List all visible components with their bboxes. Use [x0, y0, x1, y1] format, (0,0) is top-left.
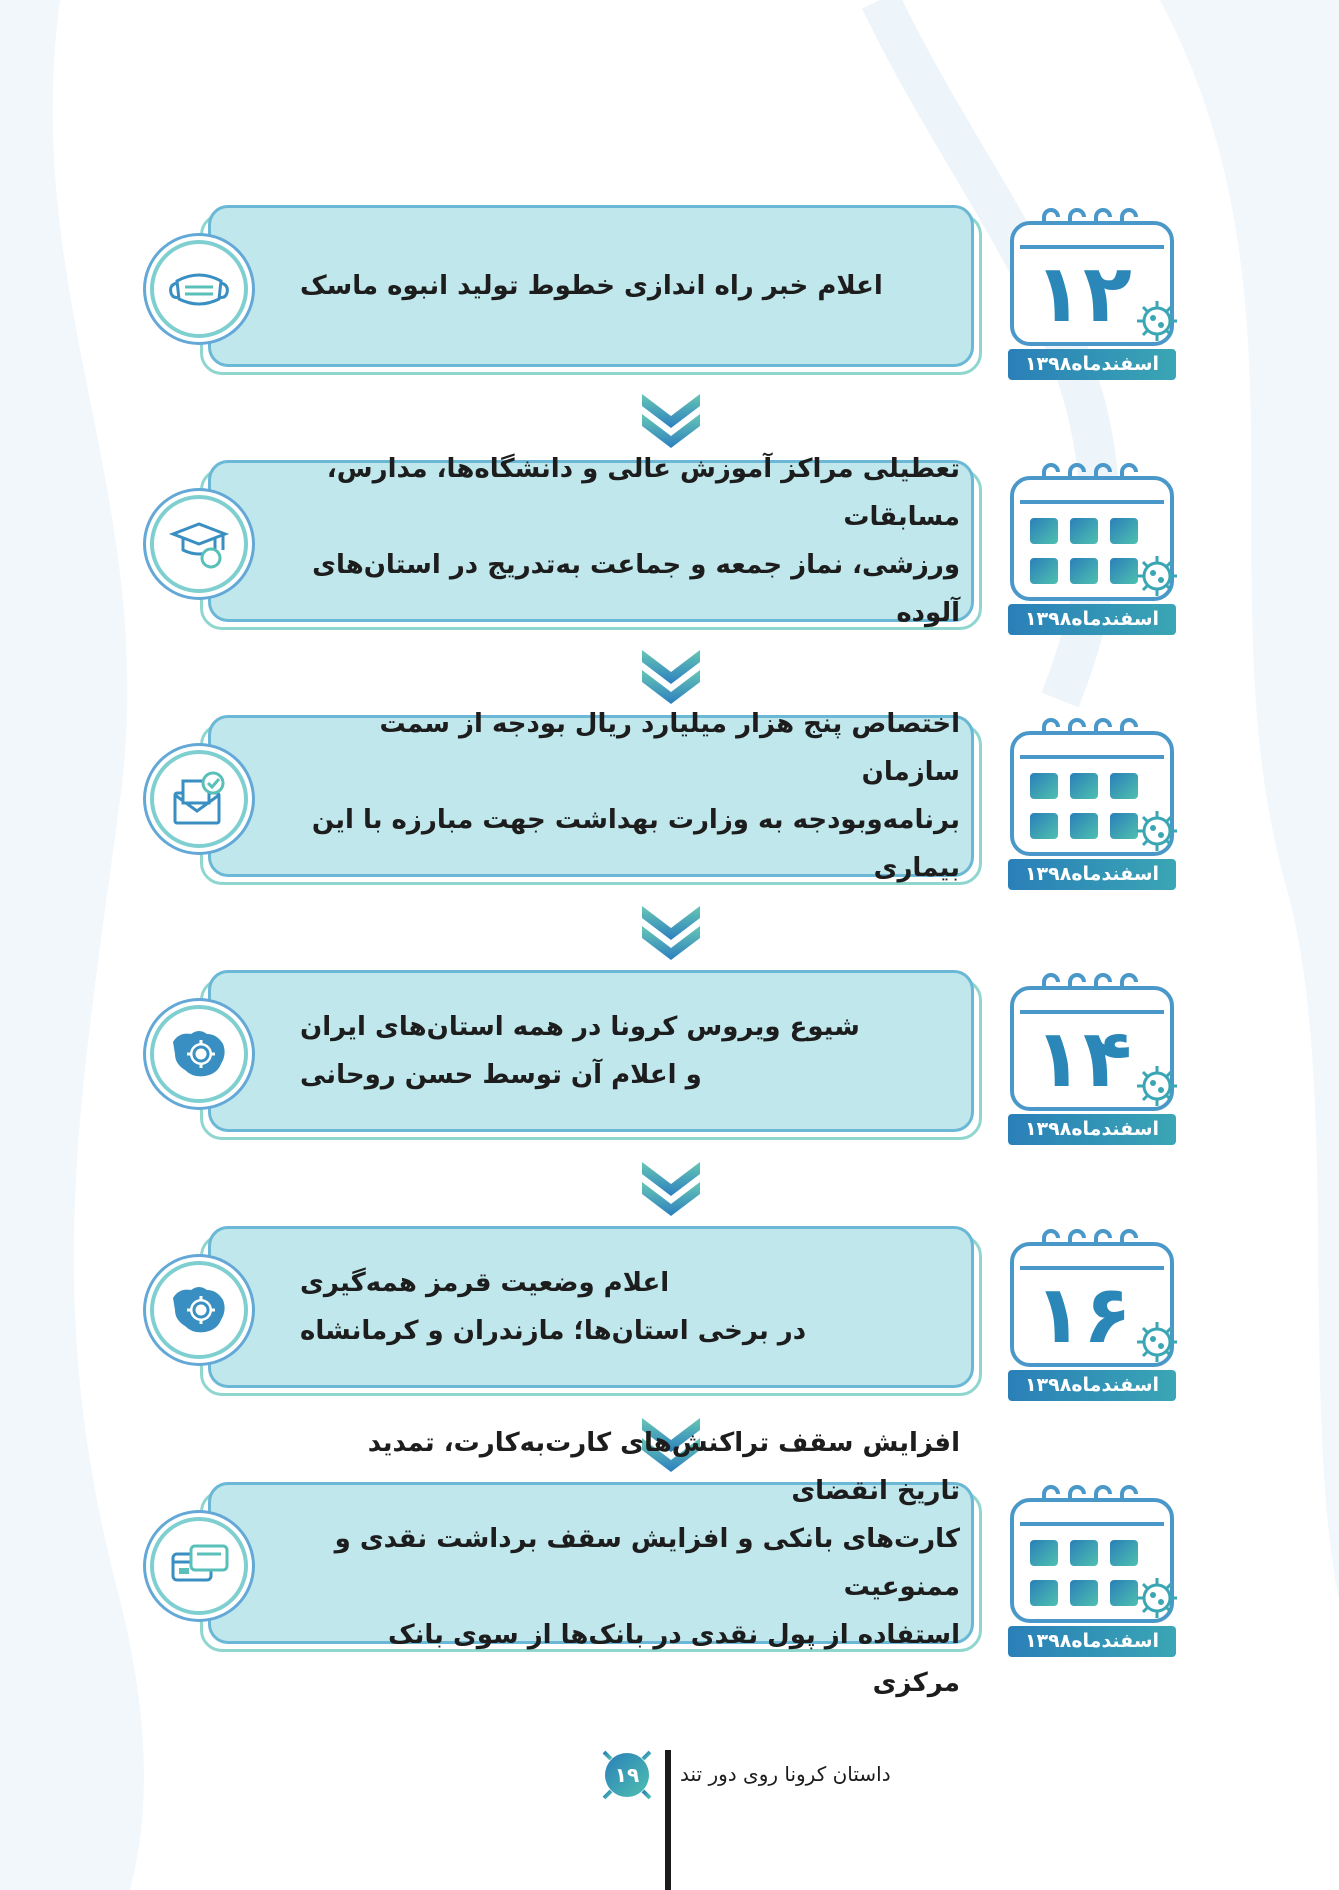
event-line: استفاده از پول نقدی در بانک‌ها از سوی بانک مرکزی [388, 1620, 960, 1698]
calendar-day-number: ۱۴ [1034, 1012, 1132, 1105]
virus-icon [1133, 1318, 1181, 1366]
event-text [300, 205, 960, 367]
face-mask-icon [150, 240, 248, 338]
calendar-grid-icon [1026, 514, 1144, 592]
calendar-date-label: اسفندماه۱۳۹۸ [1008, 1114, 1176, 1145]
iran-map-virus-icon [150, 1261, 248, 1359]
calendar-badge [1008, 715, 1178, 890]
calendar-date-label: اسفندماه۱۳۹۸ [1008, 1626, 1176, 1657]
event-line: در برخی استان‌ها؛ مازندران و کرمانشاه [300, 1316, 807, 1346]
chevron-down-icon [636, 1156, 706, 1222]
calendar-date-label: اسفندماه۱۳۹۸ [1008, 859, 1176, 890]
virus-icon [1133, 552, 1181, 600]
event-line: اعلام خبر راه اندازی خطوط تولید انبوه ماسک [300, 271, 883, 301]
virus-icon [1133, 1574, 1181, 1622]
event-line: اختصاص پنج هزار میلیارد ریال بودجه از سمت سازمان [379, 709, 960, 787]
event-line: و اعلام آن توسط حسن روحانی [300, 1060, 702, 1090]
graduation-cap-icon [150, 495, 248, 593]
iran-map-virus-icon [150, 1005, 248, 1103]
event-line: تعطیلی مراکز آموزش عالی و دانشگاه‌ها، مدارس، مسابقات [326, 454, 960, 532]
event-line: کارت‌های بانکی و افزایش سقف برداشت نقدی و ممنوعیت [334, 1524, 960, 1602]
event-line: شیوع ویروس کرونا در همه استان‌های ایران [300, 1012, 860, 1042]
calendar-badge [1008, 460, 1178, 635]
timeline-event-6 [0, 1428, 1339, 1698]
calendar-date-label: اسفندماه۱۳۹۸ [1008, 604, 1176, 635]
timeline-event-4 [0, 970, 1339, 1150]
page-number: ۱۹ [614, 1763, 640, 1787]
footer-title: داستان کرونا روی دور تند [680, 1762, 891, 1786]
event-line: برنامه‌وبودجه به وزارت بهداشت جهت مبارزه با این بیماری [311, 805, 960, 883]
bank-card-icon [150, 1517, 248, 1615]
event-text [300, 1428, 960, 1698]
event-text [300, 1226, 960, 1388]
event-text [300, 709, 960, 883]
virus-icon [1133, 297, 1181, 345]
event-line: اعلام وضعیت قرمز همه‌گیری [300, 1268, 670, 1298]
calendar-day-number: ۱۶ [1034, 1268, 1132, 1361]
virus-icon [1133, 807, 1181, 855]
footer-divider [665, 1750, 671, 1890]
calendar-date-label: اسفندماه۱۳۹۸ [1008, 349, 1176, 380]
event-line: افزایش سقف تراکنش‌های کارت‌به‌کارت، تمدید تاریخ انقضای [367, 1428, 960, 1506]
virus-icon [1133, 1062, 1181, 1110]
calendar-date-label: اسفندماه۱۳۹۸ [1008, 1370, 1176, 1401]
chevron-down-icon [636, 900, 706, 966]
timeline-event-1 [0, 205, 1339, 385]
calendar-badge [1008, 1482, 1178, 1657]
calendar-day-number: ۱۲ [1034, 247, 1132, 340]
calendar-grid-icon [1026, 769, 1144, 847]
event-text [300, 970, 960, 1132]
calendar-badge [1008, 970, 1178, 1145]
calendar-grid-icon [1026, 1536, 1144, 1614]
timeline-event-2 [0, 454, 1339, 640]
event-text [300, 454, 960, 628]
calendar-badge [1008, 205, 1178, 380]
timeline-event-5 [0, 1226, 1339, 1406]
envelope-check-icon [150, 750, 248, 848]
event-line: ورزشی، نماز جمعه و جماعت به‌تدریج در استان‌های آلوده [312, 550, 960, 628]
calendar-badge [1008, 1226, 1178, 1401]
timeline-event-3 [0, 709, 1339, 895]
